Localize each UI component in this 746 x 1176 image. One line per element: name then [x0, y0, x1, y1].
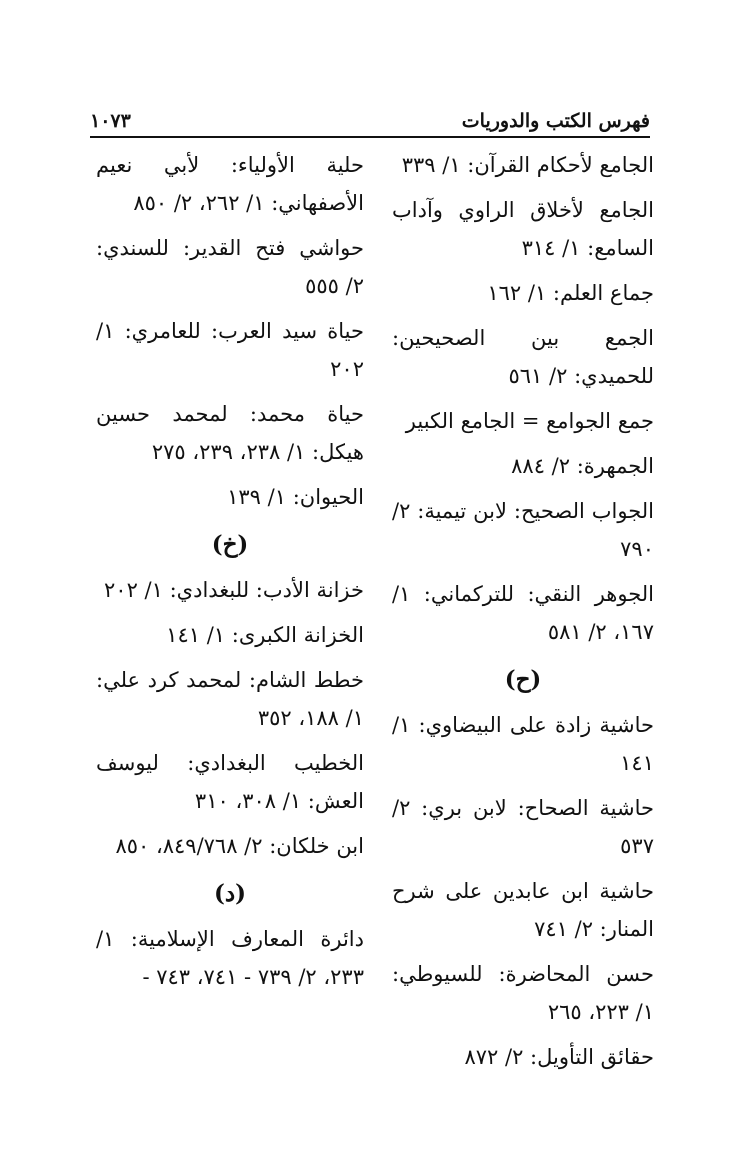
- index-entry: حياة سيد العرب: للعامري: ١/ ٢٠٢: [96, 319, 364, 381]
- index-entry: حاشية ابن عابدين على شرح المنار: ٢/ ٧٤١: [392, 879, 654, 941]
- index-entry: حلية الأولياء: لأبي نعيم الأصفهاني: ١/ ٢٦٢، ٢/ ٨٥٠: [96, 153, 364, 215]
- index-entry: خطط الشام: لمحمد كرد علي: ١/ ١٨٨، ٣٥٢: [96, 668, 364, 730]
- index-entry: حسن المحاضرة: للسيوطي: ١/ ٢٢٣، ٢٦٥: [392, 962, 654, 1024]
- section-letter-heading: (ح): [504, 666, 542, 693]
- page-number: ١٠٧٣: [90, 110, 131, 132]
- index-entry: الجواب الصحيح: لابن تيمية: ٢/ ٧٩٠: [392, 499, 654, 561]
- index-column-left: [96, 146, 364, 1083]
- section-letter-heading: (خ): [211, 531, 249, 558]
- index-entry: ابن خلكان: ٢/ ٨٤٩/٧٦٨، ٨٥٠: [115, 834, 364, 858]
- index-entry: الجمع بين الصحيحين: للحميدي: ٢/ ٥٦١: [392, 326, 654, 388]
- index-entry: الجامع لأحكام القرآن: ١/ ٣٣٩: [401, 153, 654, 177]
- index-entry: حاشية الصحاح: لابن بري: ٢/ ٥٣٧: [392, 796, 654, 858]
- index-entry: حاشية زادة على البيضاوي: ١/ ١٤١: [392, 713, 654, 775]
- index-column-right: [392, 146, 654, 1083]
- index-entry: جمع الجوامع = الجامع الكبير: [405, 409, 654, 433]
- index-entry: الجامع لأخلاق الراوي وآداب السامع: ١/ ٣١٤: [392, 198, 654, 260]
- index-entry: حقائق التأويل: ٢/ ٨٧٢: [464, 1045, 654, 1069]
- index-entry: الجوهر النقي: للتركماني: ١/ ١٦٧، ٢/ ٥٨١: [392, 582, 654, 644]
- page-header: [90, 96, 650, 138]
- index-entry: الخزانة الكبرى: ١/ ١٤١: [166, 623, 364, 647]
- index-entry: حياة محمد: لمحمد حسين هيكل: ١/ ٢٣٨، ٢٣٩، ٢٧٥: [96, 402, 364, 464]
- section-letter-heading: (د): [213, 880, 246, 907]
- index-entry: الخطيب البغدادي: ليوسف العش: ١/ ٣٠٨، ٣١٠: [96, 751, 364, 813]
- index-entry: دائرة المعارف الإسلامية: ١/ ٢٣٣، ٢/ ٧٣٩ - ٧٤١، ٧٤٣ -: [96, 927, 364, 989]
- index-entry: الجمهرة: ٢/ ٨٨٤: [511, 454, 654, 478]
- index-columns: [96, 146, 654, 1083]
- running-title: فهرس الكتب والدوريات: [461, 110, 650, 132]
- index-entry: خزانة الأدب: للبغدادي: ١/ ٢٠٢: [104, 578, 364, 602]
- index-entry: حواشي فتح القدير: للسندي: ٢/ ٥٥٥: [96, 236, 364, 298]
- index-entry: الحيوان: ١/ ١٣٩: [227, 485, 364, 509]
- index-entry: جماع العلم: ١/ ١٦٢: [487, 281, 654, 305]
